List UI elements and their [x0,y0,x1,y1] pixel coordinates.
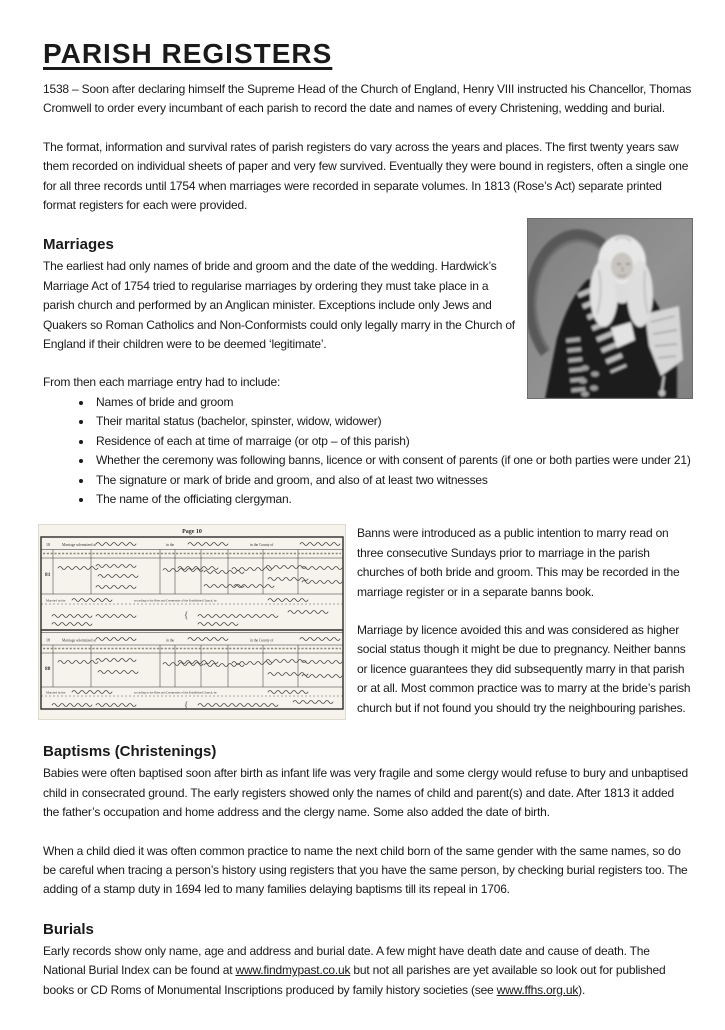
svg-text:according to the Rites and Cer: according to the Rites and Ceremonies of the Established Church, by [134,690,217,695]
burials-paragraph [43,942,693,1000]
intro-paragraph-1: 1538 – Soon after declaring himself the Supreme Head of the Church of England, Henry VIII instructed his Chancellor, Thomas Cromwell to order every incumbant of each parish to record the date and names of every Christening, wedding and burial. [43,82,692,116]
burials-heading: Burials [43,920,94,938]
svg-text:18: 18 [46,542,50,548]
marriages-paragraph: The earliest had only names of bride and groom and the date of the wedding. Hardwick’s Marriage Act of 1754 tried to regularise marriages by ordering they must take place in a parish church and performed by an Anglican minister. Exceptions include only Jews and Quakers so Roman Catholics and Non-Conformists could only legally marry in the Church of England if their children were to be deemed ‘legitimate’. [43,259,515,352]
list-item-signatures: • The signature or mark of bride and groom, and also of at least two witnesses [93,471,693,490]
marriage-entry-requirements-list [43,393,693,509]
lord-chancellor-portrait-image [527,218,693,399]
findmypast-link[interactable]: www.findmypast.co.uk [235,963,351,978]
register-page-label: Page 10 [182,529,202,536]
svg-text:Married in the: Married in the [46,690,66,695]
banns-text-column [357,524,693,720]
svg-text:18: 18 [46,637,50,643]
svg-text:in the: in the [166,543,175,548]
svg-text:{: { [184,700,189,711]
baptisms-heading: Baptisms (Christenings) [43,743,217,761]
svg-text:Marriage solemnized at: Marriage solemnized at [62,638,96,643]
svg-text:according to the Rites and Cer: according to the Rites and Ceremonies of the Established Church, by [134,598,217,603]
svg-text:in the County of: in the County of [250,638,274,643]
svg-text:81: 81 [45,572,51,579]
ffhs-link[interactable]: www.ffhs.org.uk [496,982,579,997]
burials-text-3: ). [578,982,586,997]
marriage-register-scan-image [38,524,346,720]
licence-paragraph: Marriage by licence avoided this and was considered as higher social status though it might be due to pregnancy. Neither banns or licence guarantees they did subsequently marry in that parish or at all. Most common practice was to marry at the bride’s parish church but if not found you should try the neighbouring parishes. [357,622,691,715]
baptisms-paragraph-1: Babies were often baptised soon after birth as infant life was very fragile and some clergy would refuse to bury and unbaptised child in consecrated ground. The early registers showed only the names of child and parent(s) and date. After 1813 it added the father’s occupation and home address and the clergy name. Some also added the date of birth. [43,766,688,820]
svg-text:Marriage solemnized at: Marriage solemnized at [62,543,96,548]
list-item-names: • Names of bride and groom [93,393,693,412]
burials-text-1: Early records show only name, age and address and burial date. A few might have death date and cause of death. The National Burial Index can be found at [43,943,650,978]
svg-text:in the: in the [166,638,175,643]
svg-text:Married in the: Married in the [46,598,66,603]
marriages-heading: Marriages [43,236,114,254]
marriage-list-intro: From then each marriage entry had to include: [43,375,281,390]
page-title: PARISH REGISTERS [43,38,333,69]
banns-section [43,524,693,720]
intro-paragraph-2: The format, information and survival rates of parish registers do vary across the years and places. The first twenty years saw them recorded on individual sheets of paper and very few survived. Eventually they were bound in registers, often a single one for all three records until 1754 when marriages were recorded in separate volumes. In 1813 (Rose’s Act) separate printed format registers for each were provided. [43,139,689,213]
svg-text:in the County of: in the County of [250,543,274,548]
banns-paragraph: Banns were introduced as a public intention to marry read on three consecutive Sundays prior to marriage in the parish churches of both bride and groom. This may be recorded in the marriage register or in a separate banns book. [357,526,680,599]
baptisms-paragraph-2: When a child died it was often common practice to name the next child born of the same gender with the same names, so do be careful when tracing a person’s history using registers that you have the same person, by checking burial registers too. The adding of a stamp duty in 1694 led to many families delaying baptisms till its repeal in 1706. [43,843,688,897]
marriages-section [43,234,693,509]
svg-text:{: { [184,610,189,621]
list-item-residence: • Residence of each at time of marraige (or otp – of this parish) [93,432,693,451]
svg-text:88: 88 [45,666,51,673]
list-item-clergyman: • The name of the officiating clergyman. [93,490,693,509]
list-item-marital-status: • Their marital status (bachelor, spinster, widow, widower) [93,412,693,431]
list-item-banns-licence: • Whether the ceremony was following banns, licence or with consent of parents (if one or both parties were under 21) [93,451,693,470]
burials-text-2: but not all parishes are yet available so look out for published books or CD Roms of Monumental Inscriptions produced by family history societies (see [43,963,666,997]
